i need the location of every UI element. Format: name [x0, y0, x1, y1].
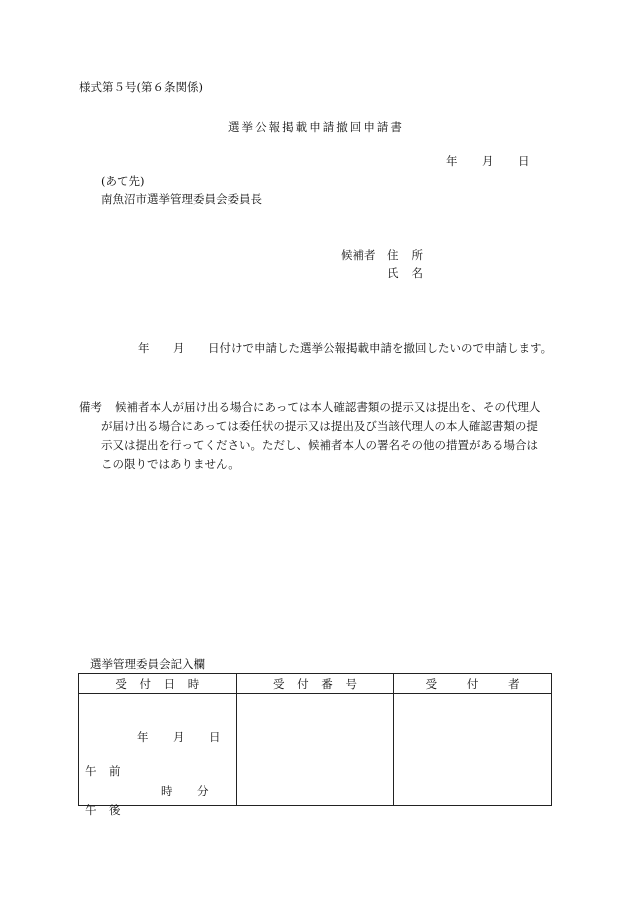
header-receiver: 受 付 者 [394, 674, 552, 694]
statement-year: 年 [138, 341, 150, 355]
office-use-table [78, 673, 552, 817]
office-use-entry-row [79, 694, 552, 806]
document-title: 選 挙 公 報 掲 載 申 請 撤 回 申 請 書 [228, 120, 402, 134]
remarks-body [101, 398, 555, 474]
receiver-cell[interactable] [394, 694, 552, 806]
cell-year: 年 [137, 730, 149, 744]
header-reception-datetime: 受 付 日 時 [79, 674, 237, 694]
remarks-line: 候補者本人が届け出る場合にあっては本人確認書類の提示又は提出を、その代理人 [115, 400, 541, 414]
cell-am-2: 前 [109, 764, 121, 778]
statement-month: 月 [173, 341, 185, 355]
cell-day: 日 [209, 730, 221, 744]
office-use-header-row [79, 674, 552, 694]
date-month-label: 月 [482, 154, 494, 168]
reception-datetime-cell [79, 694, 237, 817]
form-id: 様式第５号(第６条関係) [79, 80, 203, 94]
header-reception-number: 受 付 番 号 [236, 674, 394, 694]
remarks-label: 備考 [79, 400, 102, 414]
statement-text: 日付けで申請した選挙公報掲載申請を撤回したいので申請します。 [208, 341, 553, 355]
cell-pm: 午 [85, 803, 97, 817]
name-label: 氏 名 [387, 266, 423, 280]
applicant-role: 候補者 [341, 248, 376, 262]
cell-hour: 時 [161, 784, 173, 798]
remarks-line: 示又は提出を行ってください。ただし、候補者本人の署名その他の措置がある場合は [101, 438, 538, 452]
cell-minute: 分 [197, 784, 209, 798]
cell-am: 午 [85, 764, 97, 778]
cell-pm-2: 後 [109, 803, 121, 817]
recipient-prefix: (あて先) [101, 174, 145, 188]
date-year-label: 年 [446, 154, 458, 168]
recipient-name: 南魚沼市選挙管理委員会委員長 [101, 192, 262, 206]
office-use-caption: 選挙管理委員会記入欄 [90, 657, 205, 671]
remarks-line: が届け出る場合にあっては委任状の提示又は提出及び当該代理人の本人確認書類の提 [101, 419, 538, 433]
address-label: 住 所 [387, 248, 423, 262]
reception-number-cell[interactable] [236, 694, 394, 806]
cell-month: 月 [173, 730, 185, 744]
date-day-label: 日 [518, 154, 530, 168]
remarks-line: この限りではありません。 [101, 457, 240, 471]
